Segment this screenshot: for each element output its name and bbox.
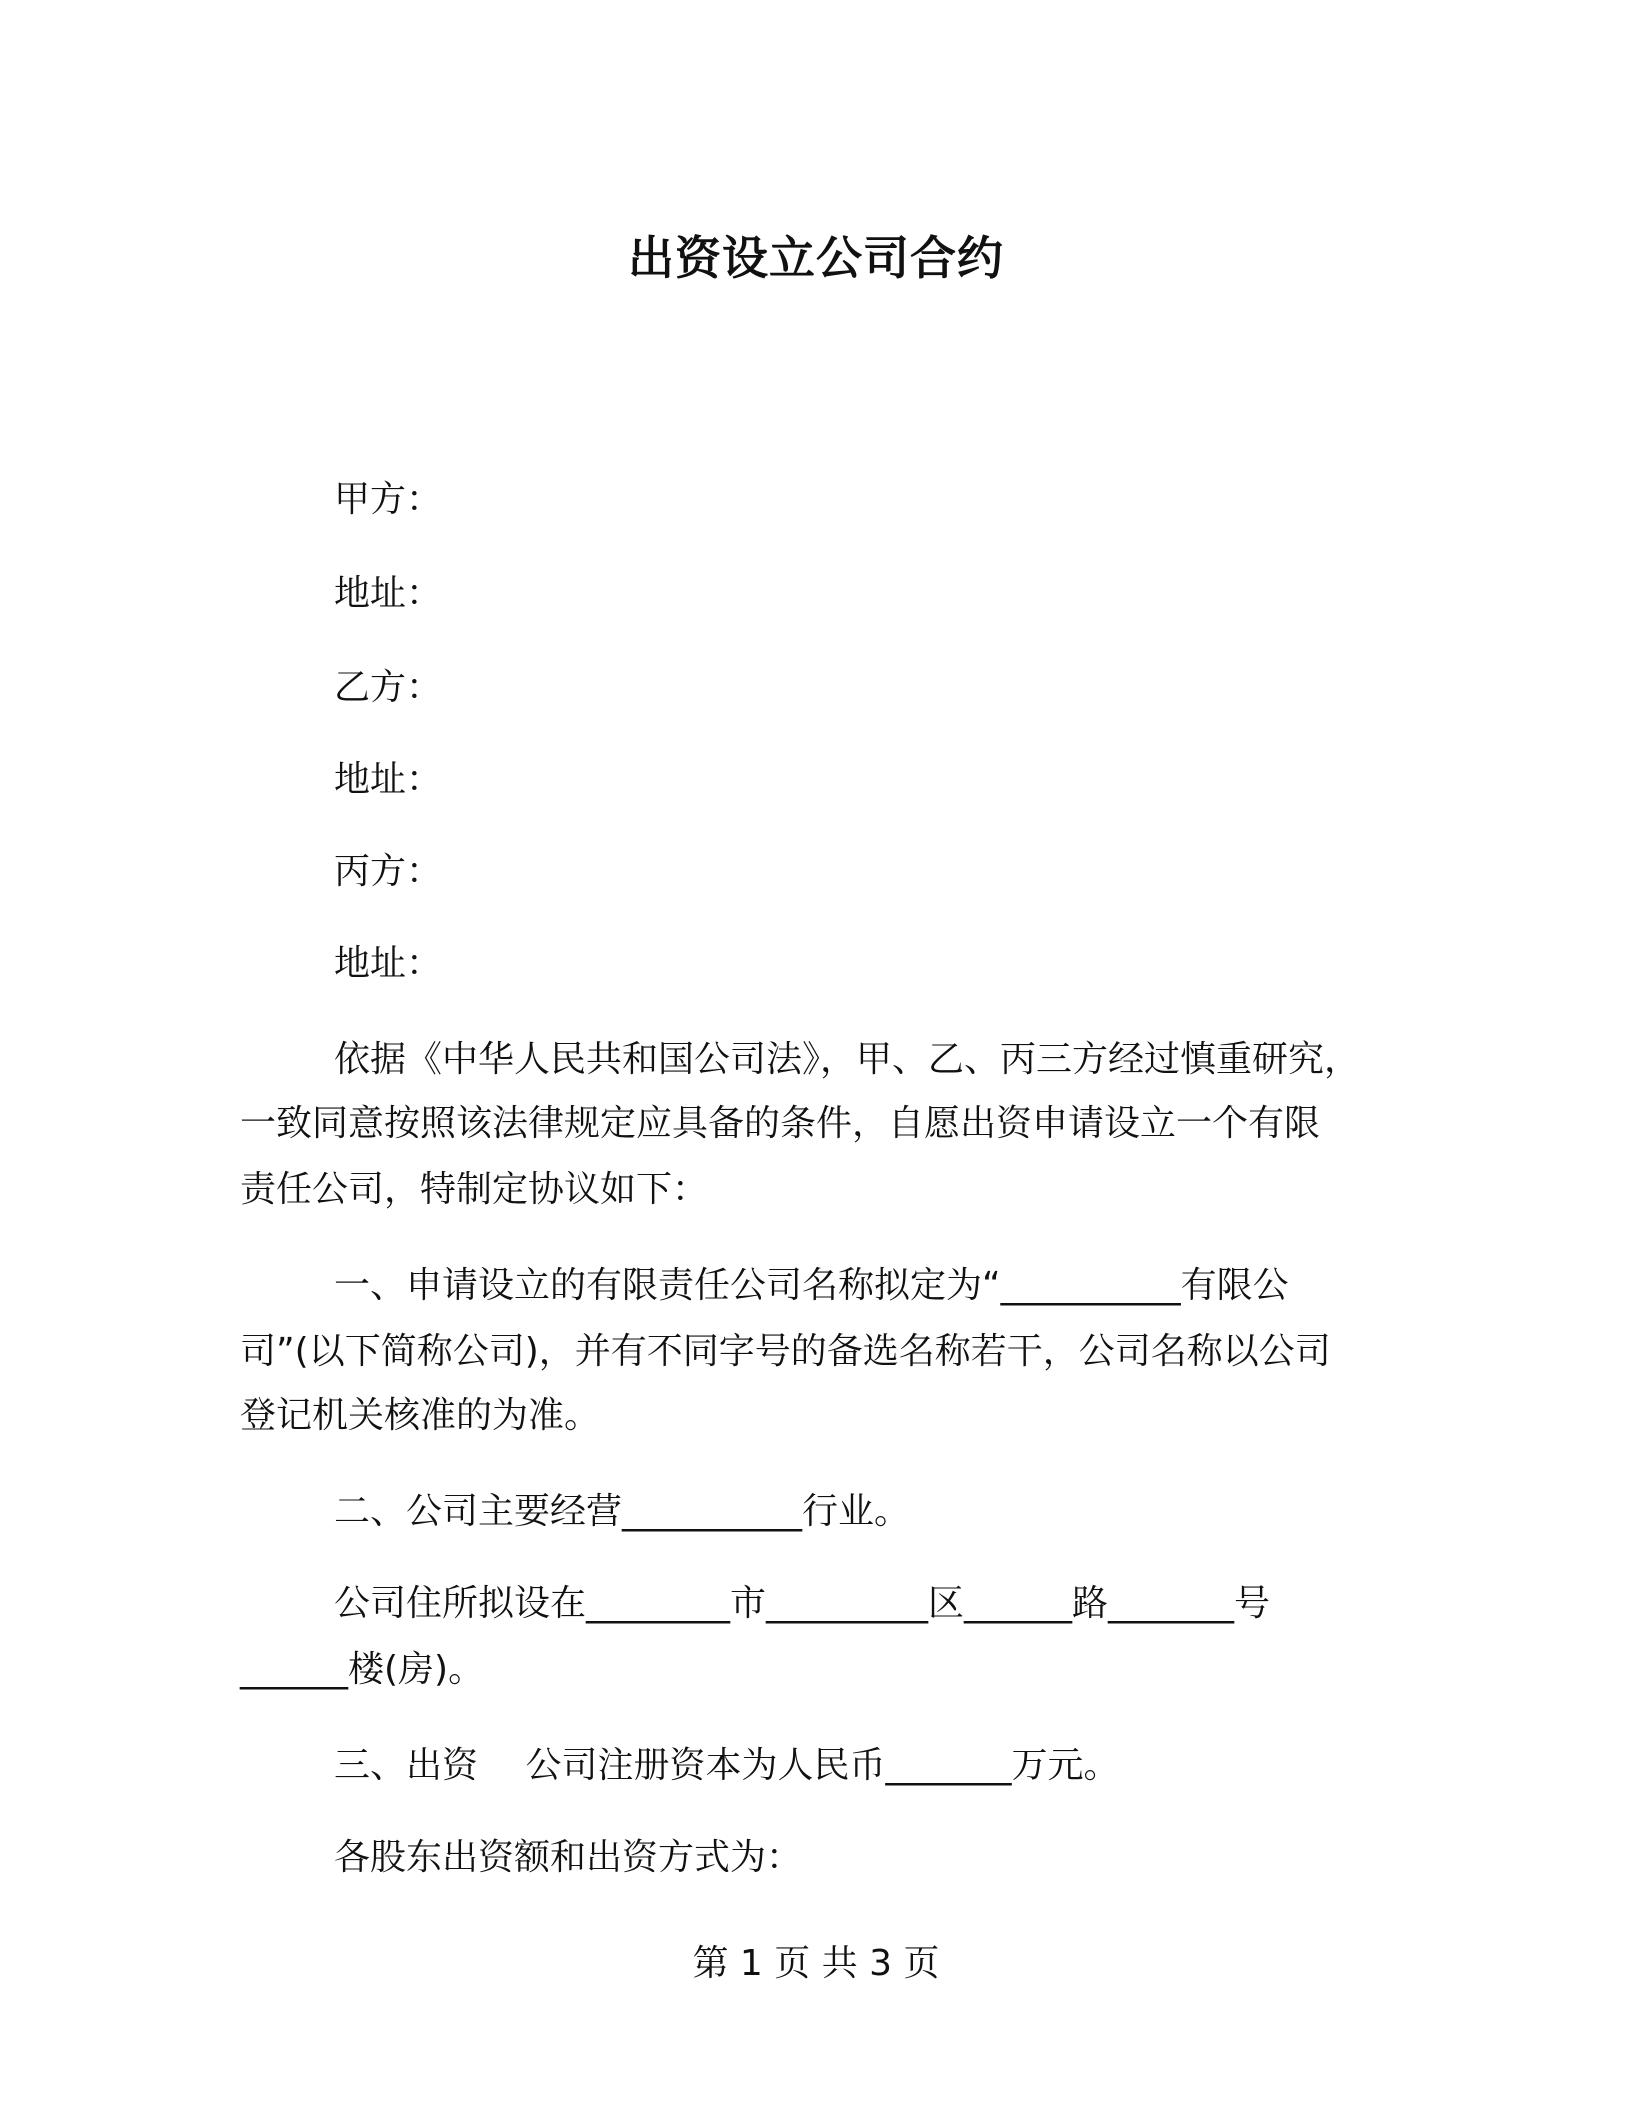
contribution-text: 各股东出资额和出资方式为： xyxy=(334,1837,803,1878)
party-c-label: 丙方： xyxy=(334,851,443,892)
clause3-text: 三、出资 公司注册资本为人民币_______万元。 xyxy=(334,1745,1120,1786)
clause1-line-3: 登记机关核准的为准。 xyxy=(240,1395,601,1436)
page-footer: 第 1 页 共 3 页 xyxy=(692,1943,940,1984)
party-b-label: 乙方： xyxy=(334,667,443,708)
clause1-line-1: 一、申请设立的有限责任公司名称拟定为“__________有限公 xyxy=(334,1265,1289,1306)
party-c-address-label: 地址： xyxy=(334,943,443,984)
address-line-1: 公司住所拟设在________市_________区______路_______号 xyxy=(334,1583,1271,1624)
address-line-2: ______楼(房)。 xyxy=(240,1649,485,1690)
intro-line-3: 责任公司，特制定协议如下： xyxy=(240,1169,709,1210)
clause1-line-2: 司”(以下简称公司)，并有不同字号的备选名称若干，公司名称以公司 xyxy=(240,1331,1331,1372)
intro-line-2: 一致同意按照该法律规定应具备的条件，自愿出资申请设立一个有限 xyxy=(240,1103,1321,1144)
party-b-address-label: 地址： xyxy=(334,759,443,800)
intro-line-1: 依据《中华人民共和国公司法》，甲、乙、丙三方经过慎重研究， xyxy=(334,1039,1361,1080)
party-a-label: 甲方： xyxy=(334,479,443,520)
clause2-text: 二、公司主要经营__________行业。 xyxy=(334,1491,911,1532)
party-a-address-label: 地址： xyxy=(334,573,443,614)
document-title: 出资设立公司合约 xyxy=(628,231,1004,285)
